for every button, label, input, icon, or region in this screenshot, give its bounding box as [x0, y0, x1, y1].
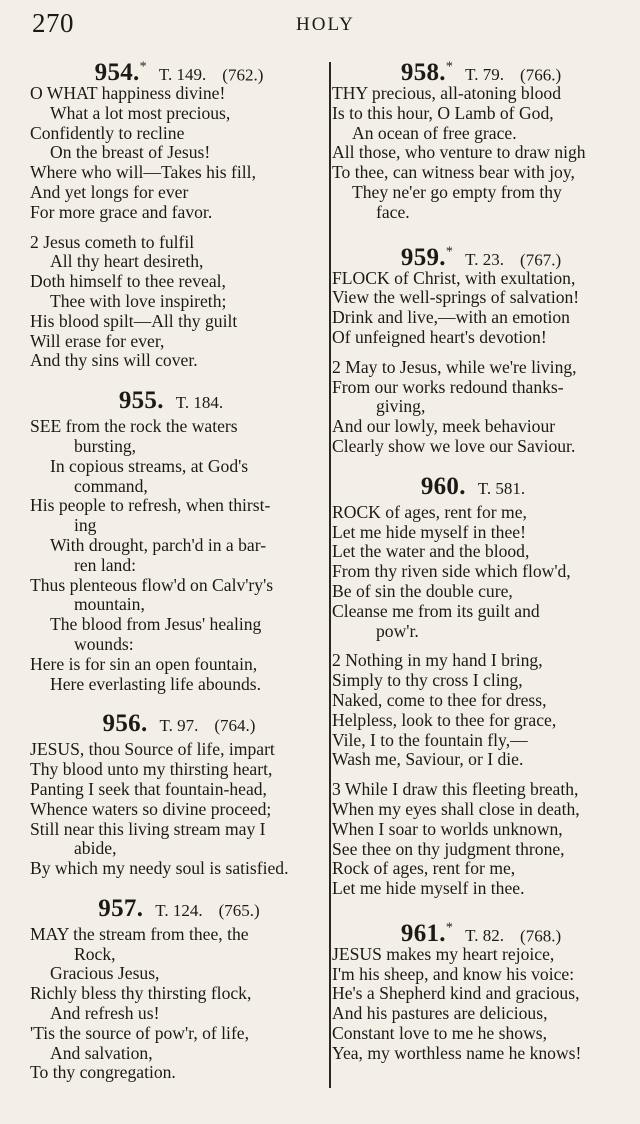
verse-line: FLOCK of Christ, with exultation,: [332, 267, 576, 288]
verse-line: From thy riven side which flow'd,: [332, 561, 571, 582]
verse-line: Be of sin the double cure,: [332, 580, 513, 601]
hymn-number-text: 960.: [420, 472, 466, 500]
verse-line: giving,: [376, 396, 426, 417]
hymn-heading: [30, 385, 328, 417]
verse-line: Still near this living stream may I: [30, 818, 266, 839]
tune-reference: T. 581.: [477, 478, 526, 498]
verse-line: Is to this hour, O Lamb of God,: [332, 102, 554, 123]
hymn-heading: [332, 471, 630, 503]
verse-line: He's a Shepherd kind and gracious,: [332, 983, 580, 1004]
verse-line: And yet longs for ever: [30, 181, 189, 202]
verse-line: abide,: [74, 838, 117, 859]
hymn-number-text: 955.: [118, 387, 164, 415]
verse-line: When I soar to worlds unknown,: [332, 818, 563, 839]
verse-line: Where who will—Takes his fill,: [30, 162, 256, 183]
stanza: [30, 740, 328, 879]
verse-line: Thy blood unto my thirsting heart,: [30, 759, 273, 780]
verse-line: Rock,: [74, 943, 116, 964]
running-head: HOLY: [296, 14, 355, 35]
hymn-number-text: 961.: [400, 920, 446, 948]
hymn-number: [421, 473, 466, 500]
verse-line: Of unfeigned heart's devotion!: [332, 326, 547, 347]
verse-line: His blood spilt—All thy guilt: [30, 310, 238, 331]
hymn-number-text: 958.: [400, 59, 446, 87]
verse-line: On the breast of Jesus!: [50, 142, 211, 163]
verse-line: O WHAT happiness divine!: [30, 83, 226, 103]
verse-line: THY precious, all-atoning blood: [332, 83, 561, 103]
left-column: [30, 52, 328, 1083]
verse-line: Drink and live,—with an emotion: [332, 307, 570, 328]
stanza: [30, 84, 328, 223]
verse-line: JESUS, thou Source of life, impart: [30, 739, 275, 760]
tune-reference: T. 184.: [175, 393, 224, 413]
tune-reference: T. 23.: [465, 249, 505, 269]
verse-line: With drought, parch'd in a bar-: [50, 534, 267, 555]
page-header: [0, 8, 640, 48]
verse-line: Thus plenteous flow'd on Calv'ry's: [30, 574, 274, 595]
page-number: 270: [32, 8, 74, 38]
verse-line: Constant love to me he shows,: [332, 1023, 548, 1044]
hymn-heading: [332, 237, 630, 269]
verse-line: 2 Jesus cometh to fulfil: [30, 231, 195, 252]
stanza: [332, 945, 630, 1064]
tune-reference: T. 124.: [155, 900, 203, 920]
verse-line: Thee with love inspireth;: [50, 290, 227, 311]
column-divider: [329, 62, 331, 1088]
hymn: [30, 385, 328, 694]
verse-line: Clearly show we love our Saviour.: [332, 435, 576, 456]
stanza: [332, 84, 630, 223]
stanza: [332, 780, 630, 899]
hymn: [30, 708, 328, 879]
verse-line: SEE from the rock the waters: [30, 416, 238, 437]
verse-line: Let the water and the blood,: [332, 541, 530, 562]
stanza: [30, 925, 328, 1083]
verse-line: Gracious Jesus,: [50, 963, 160, 984]
hymn: [30, 893, 328, 1083]
verse-line: And our lowly, meek behaviour: [332, 416, 556, 437]
verse-line: And thy sins will cover.: [30, 350, 198, 371]
verse-line: Let me hide myself in thee!: [332, 521, 526, 542]
verse-line: Let me hide myself in thee.: [332, 878, 525, 899]
verse-line: Doth himself to thee reveal,: [30, 271, 226, 292]
tune-reference: T. 97.: [159, 716, 199, 736]
stanza: [332, 503, 630, 642]
hymn-number: [103, 710, 148, 737]
hymn-heading: [30, 708, 328, 740]
verse-line: Naked, come to thee for dress,: [332, 689, 547, 710]
verse-line: And his pastures are delicious,: [332, 1003, 548, 1024]
hymn-cross-reference: (762.): [222, 65, 264, 85]
hymn-star: *: [445, 244, 454, 260]
verse-line: pow'r.: [376, 620, 419, 641]
verse-line: To thee, can witness bear with joy,: [332, 162, 575, 183]
stanza: [30, 233, 328, 372]
verse-line: Panting I seek that fountain-head,: [30, 778, 267, 799]
verse-line: 'Tis the source of pow'r, of life,: [30, 1022, 250, 1043]
hymn-number: [401, 244, 453, 271]
verse-line: ROCK of ages, rent for me,: [332, 501, 527, 522]
verse-line: An ocean of free grace.: [352, 122, 517, 143]
hymn-number: [98, 895, 143, 922]
hymn-number-text: 956.: [102, 710, 148, 738]
hymn-cross-reference: (764.): [214, 716, 256, 736]
verse-line: 2 Nothing in my hand I bring,: [332, 650, 543, 671]
verse-line: And salvation,: [50, 1042, 153, 1063]
verse-line: The blood from Jesus' healing: [50, 614, 262, 635]
hymn-cross-reference: (766.): [520, 65, 562, 85]
verse-line: By which my needy soul is satisfied.: [30, 858, 289, 879]
verse-line: Helpless, look to thee for grace,: [332, 709, 557, 730]
hymn: [332, 237, 630, 457]
verse-line: From our works redound thanks-: [332, 376, 564, 397]
hymn-cross-reference: (767.): [520, 249, 562, 269]
verse-line: His people to refresh, when thirst-: [30, 495, 271, 516]
verse-line: Cleanse me from its guilt and: [332, 600, 540, 621]
verse-line: wounds:: [74, 633, 134, 654]
verse-line: All those, who venture to draw nigh: [332, 142, 586, 163]
hymn-number-text: 954.: [94, 59, 140, 87]
verse-line: JESUS makes my heart rejoice,: [332, 943, 555, 964]
hymn-heading: [30, 52, 328, 87]
hymn-star: *: [139, 60, 147, 75]
verse-line: They ne'er go empty from thy: [352, 181, 562, 202]
verse-line: ing: [74, 515, 97, 536]
hymn-number: [119, 387, 164, 414]
verse-line: Simply to thy cross I cling,: [332, 670, 523, 691]
verse-line: When my eyes shall close in death,: [332, 798, 580, 819]
verse-line: MAY the stream from thee, the: [30, 923, 249, 944]
verse-line: What a lot most precious,: [50, 102, 231, 123]
hymn: [332, 52, 630, 223]
stanza: [332, 651, 630, 770]
hymn-cross-reference: (768.): [520, 926, 562, 946]
verse-line: 3 While I draw this fleeting breath,: [332, 779, 579, 800]
hymn-heading: [30, 893, 328, 925]
verse-line: bursting,: [74, 435, 137, 456]
verse-line: mountain,: [74, 594, 145, 615]
verse-line: Confidently to recline: [30, 122, 185, 143]
verse-line: To thy congregation.: [30, 1062, 176, 1083]
hymn-star: *: [445, 60, 454, 75]
verse-line: Richly bless thy thirsting flock,: [30, 983, 252, 1004]
right-column: [332, 52, 630, 1064]
hymn-number-text: 959.: [400, 243, 446, 271]
tune-reference: T. 149.: [158, 65, 207, 85]
verse-line: command,: [74, 475, 148, 496]
verse-line: View the well-springs of salvation!: [332, 287, 580, 308]
verse-line: Wash me, Saviour, or I die.: [332, 749, 524, 770]
hymn: [332, 471, 630, 899]
verse-line: Here is for sin an open fountain,: [30, 653, 258, 674]
verse-line: Here everlasting life abounds.: [50, 673, 262, 694]
stanza: [332, 269, 630, 348]
hymn-heading: [332, 52, 630, 87]
stanza: [332, 358, 630, 457]
verse-line: All thy heart desireth,: [50, 251, 204, 272]
verse-line: See thee on thy judgment throne,: [332, 838, 565, 859]
stanza: [30, 417, 328, 694]
verse-line: Yea, my worthless name he knows!: [332, 1042, 582, 1063]
hymn-cross-reference: (765.): [218, 900, 260, 920]
verse-line: ren land:: [74, 554, 137, 575]
verse-line: In copious streams, at God's: [50, 455, 249, 476]
verse-line: Vile, I to the fountain fly,—: [332, 729, 528, 750]
verse-line: I'm his sheep, and know his voice:: [332, 963, 575, 984]
hymn: [332, 913, 630, 1064]
verse-line: For more grace and favor.: [30, 201, 213, 222]
verse-line: And refresh us!: [50, 1003, 160, 1024]
verse-line: Whence waters so divine proceed;: [30, 798, 272, 819]
verse-line: face.: [376, 201, 410, 222]
tune-reference: T. 82.: [465, 926, 505, 946]
hymn: [30, 52, 328, 371]
hymn-heading: [332, 913, 630, 948]
verse-line: Will erase for ever,: [30, 330, 165, 351]
verse-line: 2 May to Jesus, while we're living,: [332, 356, 577, 377]
tune-reference: T. 79.: [465, 65, 505, 85]
verse-line: Rock of ages, rent for me,: [332, 858, 516, 879]
hymn-number-text: 957.: [98, 894, 144, 922]
hymn-star: *: [445, 920, 454, 936]
